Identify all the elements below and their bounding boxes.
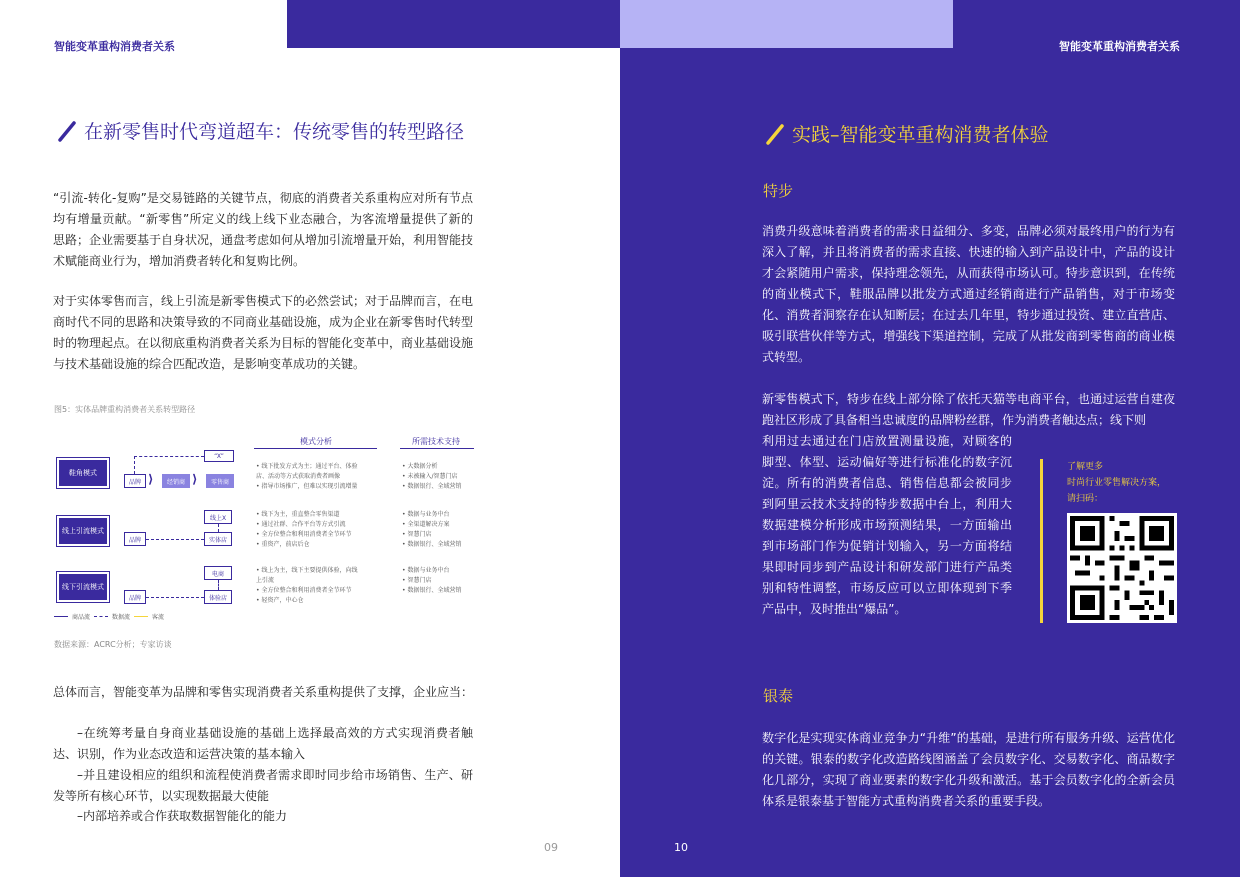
divider: [400, 448, 474, 449]
diagram-mode-box: 线上引流模式: [57, 516, 109, 546]
xtep-paragraph-1: 消费升级意味着消费者的需求日益细分、多变，品牌必须对最终用户的行为有深入了解，并且将消费者的需求直接、快速的输入到产品设计中，产品的设计才会紧随用户需求，保持理念领先，从而获得市场认可。特步意识到，在传统的商业模式下，鞋服品牌以批发方式通过经销商进行产品销售，对于市场变化、消费者洞察存在认知断层；在过去几年里，特步通过投资、建立直营店、吸引联营伙伴等方式，增强线下渠道控制，完成了从批发商到零售商的商业模式转型。: [762, 224, 1175, 364]
bullet-1: –在统筹考量自身商业基础设施的基础上选择最高效的方式实现消费者触达、识别，作为业态改造和运营决策的基本输入: [53, 726, 473, 761]
diagram-node: 体验店: [204, 590, 232, 604]
figure-caption: 图5：实体品牌重构消费者关系转型路径: [54, 405, 196, 414]
data-flow-line: [134, 456, 204, 457]
diagram-mode-box: 鞋角模式: [57, 458, 109, 488]
diagram-legend: 商品流 数据流 客流: [54, 612, 164, 621]
subheading-intime: 银泰: [763, 687, 794, 705]
analysis-text: • 线下为主，重直整合零售渠道 • 通过社群、合作平台等方式引流 • 全方位整合和利用消费者全节环节 • 重资产，前店后仓: [256, 511, 352, 548]
page-title: 在新零售时代弯道超车：传统零售的转型路径: [84, 121, 465, 143]
diagram-node: “X”: [204, 450, 234, 462]
diagram-node: 电商: [204, 566, 232, 580]
qr-code[interactable]: [1067, 513, 1177, 623]
divider: [254, 448, 377, 449]
diagram-node: 线上X: [204, 510, 232, 524]
diagram-col-header-analysis: 模式分析: [300, 437, 332, 446]
header-decor-dark: [287, 0, 620, 48]
qr-callout-text: 了解更多 时尚行业零售解决方案， 请扫码：: [1067, 462, 1167, 504]
running-header-left: 智能变革重构消费者关系: [54, 40, 175, 53]
section-title-left: [56, 120, 496, 145]
diagram-node: 实体店: [204, 532, 232, 546]
bullet-2: –并且建设相应的组织和流程使消费者需求即时同步给市场销售、生产、研发等所有核心环节，以实现数据最大使能: [53, 768, 473, 803]
page-title-right: 实践–智能变革重构消费者体验: [792, 124, 1049, 146]
data-flow-line: [146, 597, 204, 598]
header-decor-light: [620, 0, 953, 48]
diagram-node: 品牌: [124, 532, 146, 546]
section-title-right: [764, 120, 1049, 147]
diagram-col-header-tech: 所需技术支持: [412, 437, 460, 446]
slash-icon: [764, 123, 786, 145]
intime-paragraph: 数字化是实现实体商业竞争力“升维”的基础，是进行所有服务升级、运营优化的关键。银泰的数字化改造路线图涵盖了会员数字化、交易数字化、商品数字化几部分，实现了商业要素的数字化升级和激活。基于会员数字化的全新会员体系是银泰基于智能方式重构消费者关系的重要手段。: [762, 731, 1175, 808]
data-flow-line: [134, 456, 135, 474]
qr-code-icon: [1070, 516, 1174, 620]
page-number-left: 09: [544, 841, 558, 854]
xtep-paragraph-2a: 新零售模式下，特步在线上部分除了依托天猫等电商平台，也通过运营自建夜跑社区形成了具备相当忠诚度的品牌粉丝群，作为消费者触达点；线下则: [762, 392, 1175, 427]
data-flow-line: [218, 524, 219, 532]
analysis-text: • 线上为主，线下主要提供体验，向线 上引流 • 全方位整合和利用消费者全节环节 • 轻资产，中心仓: [256, 567, 358, 604]
chevron-right-icon: ⟩: [192, 472, 198, 486]
page-number-right: 10: [674, 841, 688, 854]
diagram-node: 品牌: [124, 590, 146, 604]
tech-text: • 数据与业务中台 • 全渠道解决方案 • 智慧门店 • 数据银行、全域营销: [402, 511, 462, 548]
qr-callout: [1040, 459, 1180, 623]
paragraph-3: 总体而言，智能变革为品牌和零售实现消费者关系重构提供了支撑，企业应当：: [53, 685, 474, 699]
diagram-node: 零售商: [206, 474, 234, 488]
subheading-xtep: 特步: [763, 182, 794, 200]
paragraph-1: “引流-转化-复购”是交易链路的关键节点，彻底的消费者关系重构应对所有节点均有增量贡献。“新零售”所定义的线上线下业态融合，为客流增量提供了新的思路；企业需要基于自身状况，通盘考虑如何从增加引流增量开始，利用智能技术赋能商业行为，增加消费者转化和复购比例。: [53, 191, 474, 268]
xtep-paragraph-2b: 利用过去通过在门店放置测量设施，对顾客的脚型、体型、运动偏好等进行标准化的数字沉淀。所有的消费者信息、销售信息都会被同步到阿里云技术支持的特步数据中台上，利用大数据建模分析形成市场预测结果，一方面输出到市场部门作为促销计划输入，另一方面将结果即时同步到产品设计和研发部门进行产品类别和特性调整，市场反应可以立即体现到下季产品中，及时推出“爆品”。: [762, 434, 1012, 616]
chevron-right-icon: ⟩: [148, 472, 154, 486]
diagram-node: 品牌: [124, 474, 146, 488]
tech-text: • 数据与业务中台 • 智慧门店 • 数据银行、全域营销: [402, 567, 462, 594]
analysis-text: • 线下批发方式为主；通过平台、体验 店、活动等方式获取消费者画像 • 指导市场推广，但难以实现引流增量: [256, 463, 358, 490]
data-flow-line: [146, 539, 204, 540]
diagram-node: 经销商: [162, 474, 190, 488]
slash-icon: [56, 120, 78, 142]
figure-source: 数据来源：ACRC分析；专家访谈: [54, 640, 172, 649]
transformation-diagram: [54, 432, 474, 626]
tech-text: • 大数据分析 • 未被输入/智慧门店 • 数据银行、全域营销: [402, 463, 462, 490]
data-flow-line: [218, 580, 219, 590]
bullet-3: –内部培养或合作获取数据智能化的能力: [77, 809, 288, 823]
paragraph-2: 对于实体零售而言，线上引流是新零售模式下的必然尝试；对于品牌而言，在电商时代不同的思路和决策导致的不同商业基础设施，成为企业在新零售时代转型时的物理起点。在以彻底重构消费者关系为目标的智能化变革中，商业基础设施与技术基础设施的综合匹配改造，是影响变革成功的关键。: [53, 294, 474, 371]
running-header-right: 智能变革重构消费者关系: [1059, 40, 1180, 53]
diagram-mode-box: 线下引流模式: [57, 572, 109, 602]
